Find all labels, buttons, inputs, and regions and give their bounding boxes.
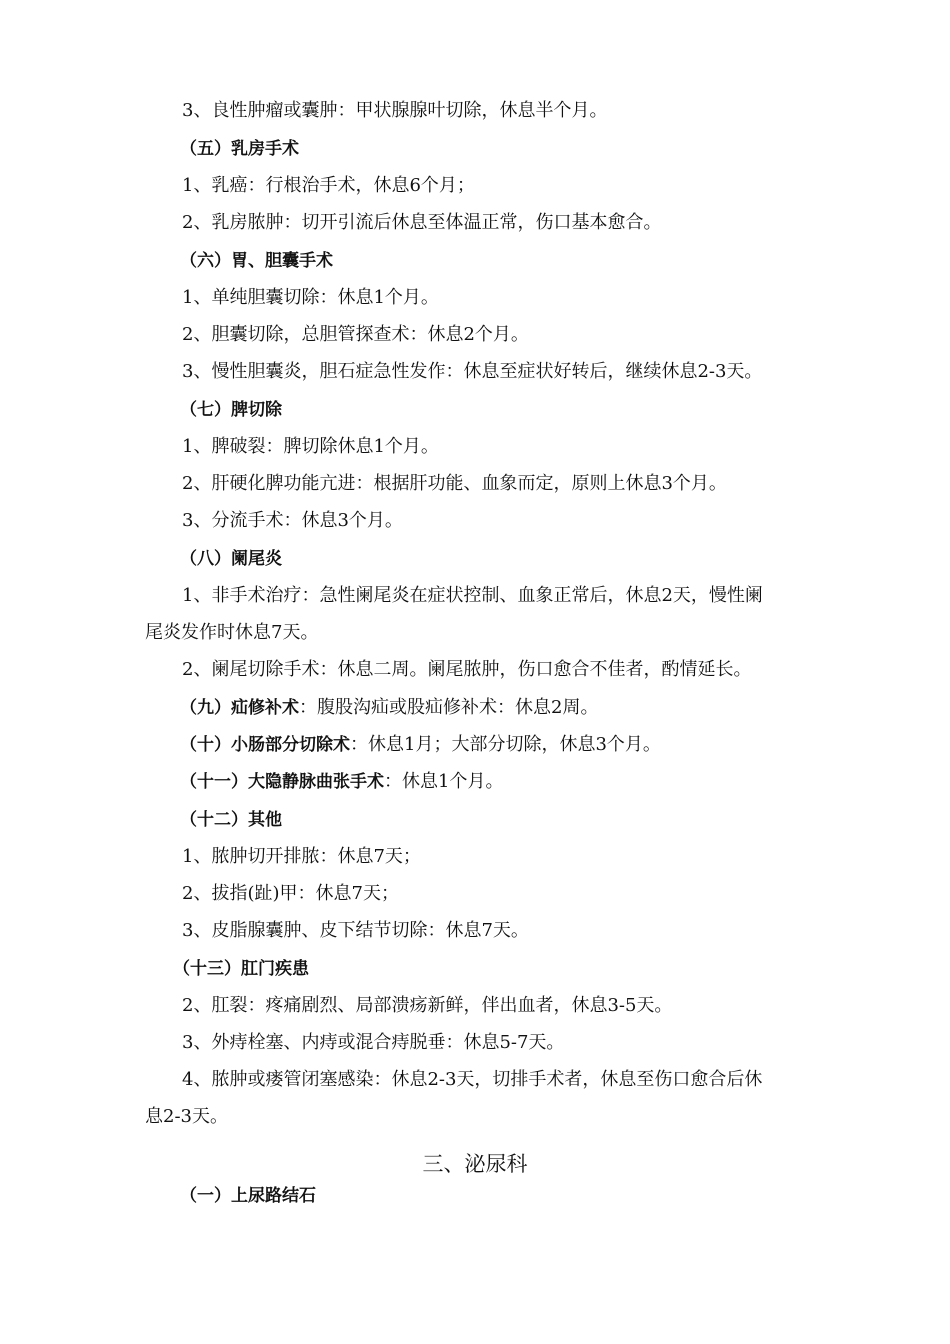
subsection-heading: （十二）其他: [180, 810, 282, 830]
text-line-continuation: 尾炎发作时休息7天。: [145, 622, 319, 643]
subsection-heading: （十）小肠部分切除术: [180, 735, 350, 755]
text-line: 2、阑尾切除手术：休息二周。阑尾脓肿，伤口愈合不佳者，酌情延长。: [182, 659, 752, 680]
text-line: 3、外痔栓塞、内痔或混合痔脱垂：休息5-7天。: [182, 1032, 565, 1053]
text-line: 3、皮脂腺囊肿、皮下结节切除：休息7天。: [182, 920, 529, 941]
subsection-text: ：腹股沟疝或股疝修补术：休息2周。: [299, 697, 599, 718]
text-line: 2、肛裂：疼痛剧烈、局部溃疡新鲜，伴出血者，休息3-5天。: [182, 995, 673, 1016]
subsection-heading: （五）乳房手术: [180, 139, 299, 159]
text-line: 1、非手术治疗：急性阑尾炎在症状控制、血象正常后，休息2天，慢性阑: [182, 585, 763, 606]
subsection-heading: （八）阑尾炎: [180, 549, 282, 569]
subsection-heading-with-text: [180, 697, 598, 719]
text-line: 4、脓肿或瘘管闭塞感染：休息2-3天，切排手术者，休息至伤口愈合后休: [182, 1069, 763, 1090]
subsection-heading: （九）疝修补术: [180, 698, 299, 718]
subsection-heading: （一）上尿路结石: [180, 1186, 316, 1206]
text-line: 3、良性肿瘤或囊肿：甲状腺腺叶切除，休息半个月。: [182, 100, 608, 121]
text-line: 2、胆囊切除，总胆管探查术：休息2个月。: [182, 324, 529, 345]
text-line-continuation: 息2-3天。: [145, 1106, 228, 1127]
text-line: 1、乳癌：行根治手术，休息6个月；: [182, 175, 475, 196]
subsection-heading: （十一）大隐静脉曲张手术: [180, 772, 384, 792]
text-line: 1、脾破裂：脾切除休息1个月。: [182, 436, 439, 457]
subsection-text: ：休息1月；大部分切除，休息3个月。: [350, 734, 661, 755]
subsection-heading: （七）脾切除: [180, 400, 282, 420]
text-line: 2、乳房脓肿：切开引流后休息至体温正常，伤口基本愈合。: [182, 212, 662, 233]
subsection-heading-with-text: [180, 771, 503, 793]
text-line: 2、肝硬化脾功能亢进：根据肝功能、血象而定，原则上休息3个月。: [182, 473, 727, 494]
subsection-heading: （十三）肛门疾患: [173, 959, 309, 979]
subsection-heading-with-text: [180, 734, 661, 756]
text-line: 3、慢性胆囊炎，胆石症急性发作：休息至症状好转后，继续休息2-3天。: [182, 361, 763, 382]
text-line: 2、拔指(趾)甲：休息7天；: [182, 883, 399, 904]
text-line: 3、分流手术：休息3个月。: [182, 510, 403, 531]
text-line: 1、单纯胆囊切除：休息1个月。: [182, 287, 439, 308]
subsection-text: ：休息1个月。: [384, 771, 504, 792]
text-line: 1、脓肿切开排脓：休息7天；: [182, 846, 421, 867]
subsection-heading: （六）胃、胆囊手术: [180, 251, 333, 271]
section-title: 三、泌尿科: [422, 1152, 528, 1176]
